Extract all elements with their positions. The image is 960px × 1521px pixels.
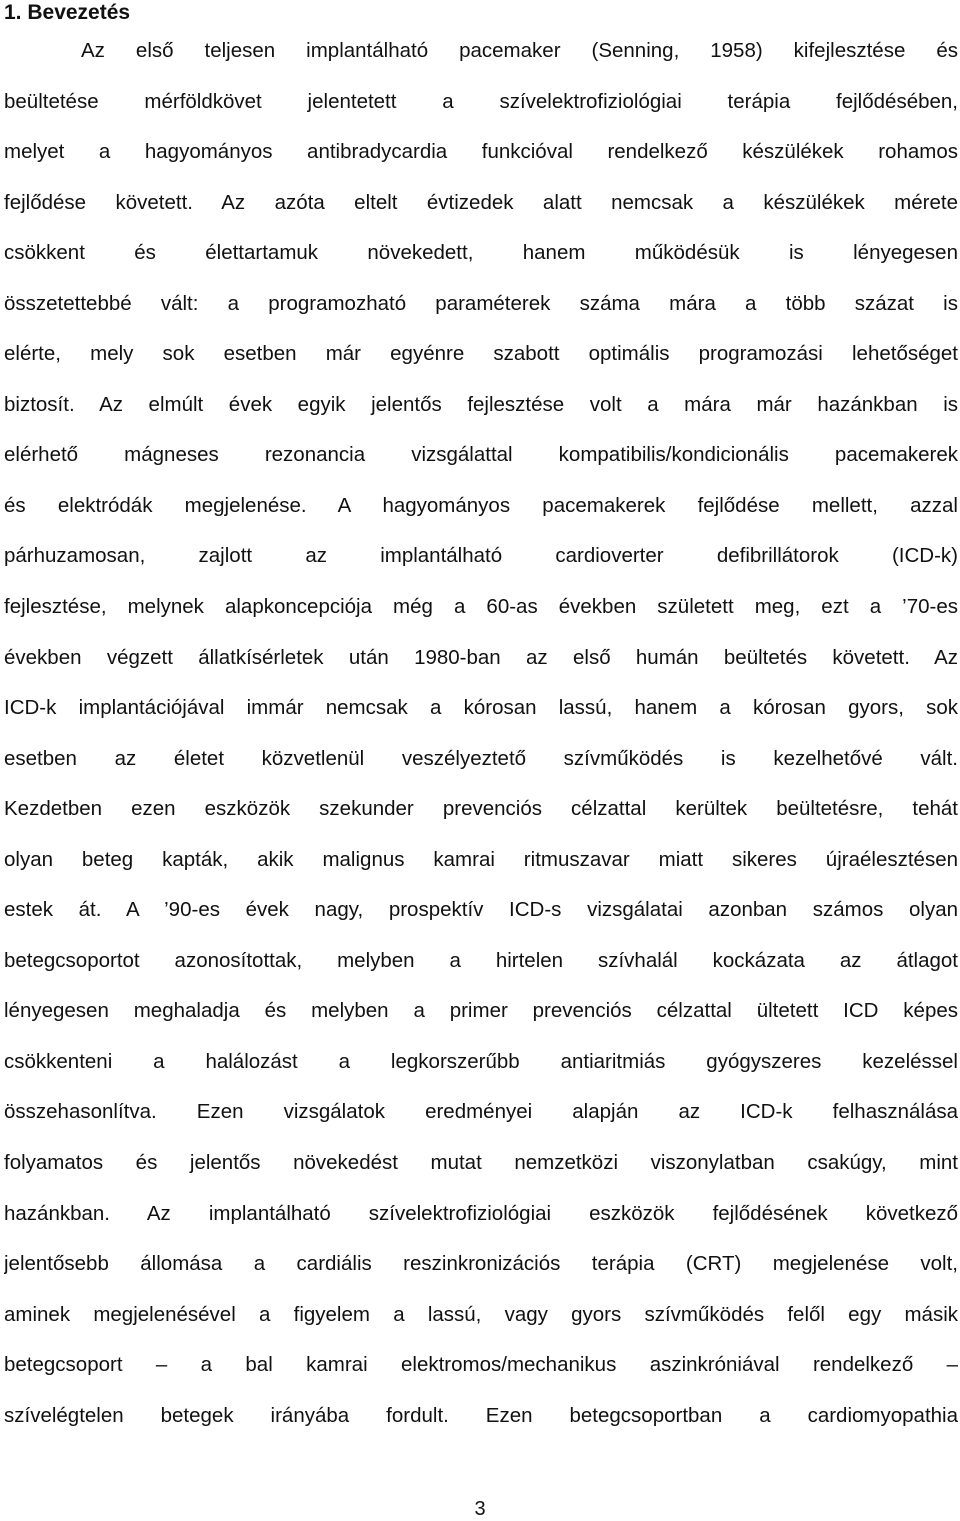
- paragraph-line: melyet a hagyományos antibradycardia funkcióval rendelkező készülékek rohamos: [4, 140, 958, 164]
- paragraph-line: elérhető mágneses rezonancia vizsgálattal kompatibilis/kondicionális pacemakerek: [4, 443, 958, 467]
- paragraph-line: fejlesztése, melynek alapkoncepciója még a 60-as években született meg, ezt a ’70-es: [4, 595, 958, 619]
- paragraph-line: folyamatos és jelentős növekedést mutat nemzetközi viszonylatban csakúgy, mint: [4, 1151, 958, 1175]
- paragraph-line: fejlődése követett. Az azóta eltelt évtizedek alatt nemcsak a készülékek mérete: [4, 190, 958, 214]
- paragraph-line: csökkenteni a halálozást a legkorszerűbb antiaritmiás gyógyszeres kezeléssel: [4, 1049, 958, 1073]
- paragraph-line: beültetése mérföldkövet jelentetett a szívelektrofiziológiai terápia fejlődésében,: [4, 89, 958, 113]
- paragraph-line: betegcsoportot azonosítottak, melyben a hirtelen szívhalál kockázata az átlagot: [4, 948, 958, 972]
- paragraph-line: jelentősebb állomása a cardiális reszinkronizációs terápia (CRT) megjelenése volt,: [4, 1252, 958, 1276]
- paragraph-line: években végzett állatkísérletek után 1980-ban az első humán beültetés követett. Az: [4, 645, 958, 669]
- body-paragraph: [4, 26, 958, 1441]
- paragraph-line: párhuzamosan, zajlott az implantálható cardioverter defibrillátorok (ICD-k): [4, 544, 958, 568]
- paragraph-line: összehasonlítva. Ezen vizsgálatok eredményei alapján az ICD-k felhasználása: [4, 1100, 958, 1124]
- paragraph-line: csökkent és élettartamuk növekedett, hanem működésük is lényegesen: [4, 241, 958, 265]
- paragraph-line: lényegesen meghaladja és melyben a primer prevenciós célzattal ültetett ICD képes: [4, 999, 958, 1023]
- section-heading: 1. Bevezetés: [4, 1, 131, 24]
- paragraph-line: Kezdetben ezen eszközök szekunder prevenciós célzattal kerültek beültetésre, tehát: [4, 797, 958, 821]
- paragraph-line: biztosít. Az elmúlt évek egyik jelentős fejlesztése volt a mára már hazánkban is: [4, 392, 958, 416]
- paragraph-line: Az első teljesen implantálható pacemaker (Senning, 1958) kifejlesztése és: [81, 39, 958, 62]
- paragraph-line: összetettebbé vált: a programozható paraméterek száma mára a több százat is: [4, 291, 958, 315]
- page-number: 3: [474, 1498, 486, 1520]
- paragraph-line: aminek megjelenésével a figyelem a lassú, vagy gyors szívműködés felől egy másik: [4, 1302, 958, 1326]
- paragraph-line: ICD-k implantációjával immár nemcsak a kórosan lassú, hanem a kórosan gyors, sok: [4, 696, 958, 720]
- paragraph-line: esetben az életet közvetlenül veszélyeztető szívműködés is kezelhetővé vált.: [4, 746, 958, 770]
- paragraph-line: hazánkban. Az implantálható szívelektrofiziológiai eszközök fejlődésének következő: [4, 1201, 958, 1225]
- paragraph-line: szívelégtelen betegek irányába fordult. Ezen betegcsoportban a cardiomyopathia: [4, 1403, 958, 1427]
- paragraph-line: elérte, mely sok esetben már egyénre szabott optimális programozási lehetőséget: [4, 342, 958, 366]
- paragraph-line: betegcsoport – a bal kamrai elektromos/mechanikus aszinkróniával rendelkező –: [4, 1353, 958, 1377]
- paragraph-line: estek át. A ’90-es évek nagy, prospektív ICD-s vizsgálatai azonban számos olyan: [4, 898, 958, 922]
- paragraph-line: olyan beteg kapták, akik malignus kamrai ritmuszavar miatt sikeres újraélesztésen: [4, 847, 958, 871]
- paragraph-line: és elektródák megjelenése. A hagyományos pacemakerek fejlődése mellett, azzal: [4, 493, 958, 517]
